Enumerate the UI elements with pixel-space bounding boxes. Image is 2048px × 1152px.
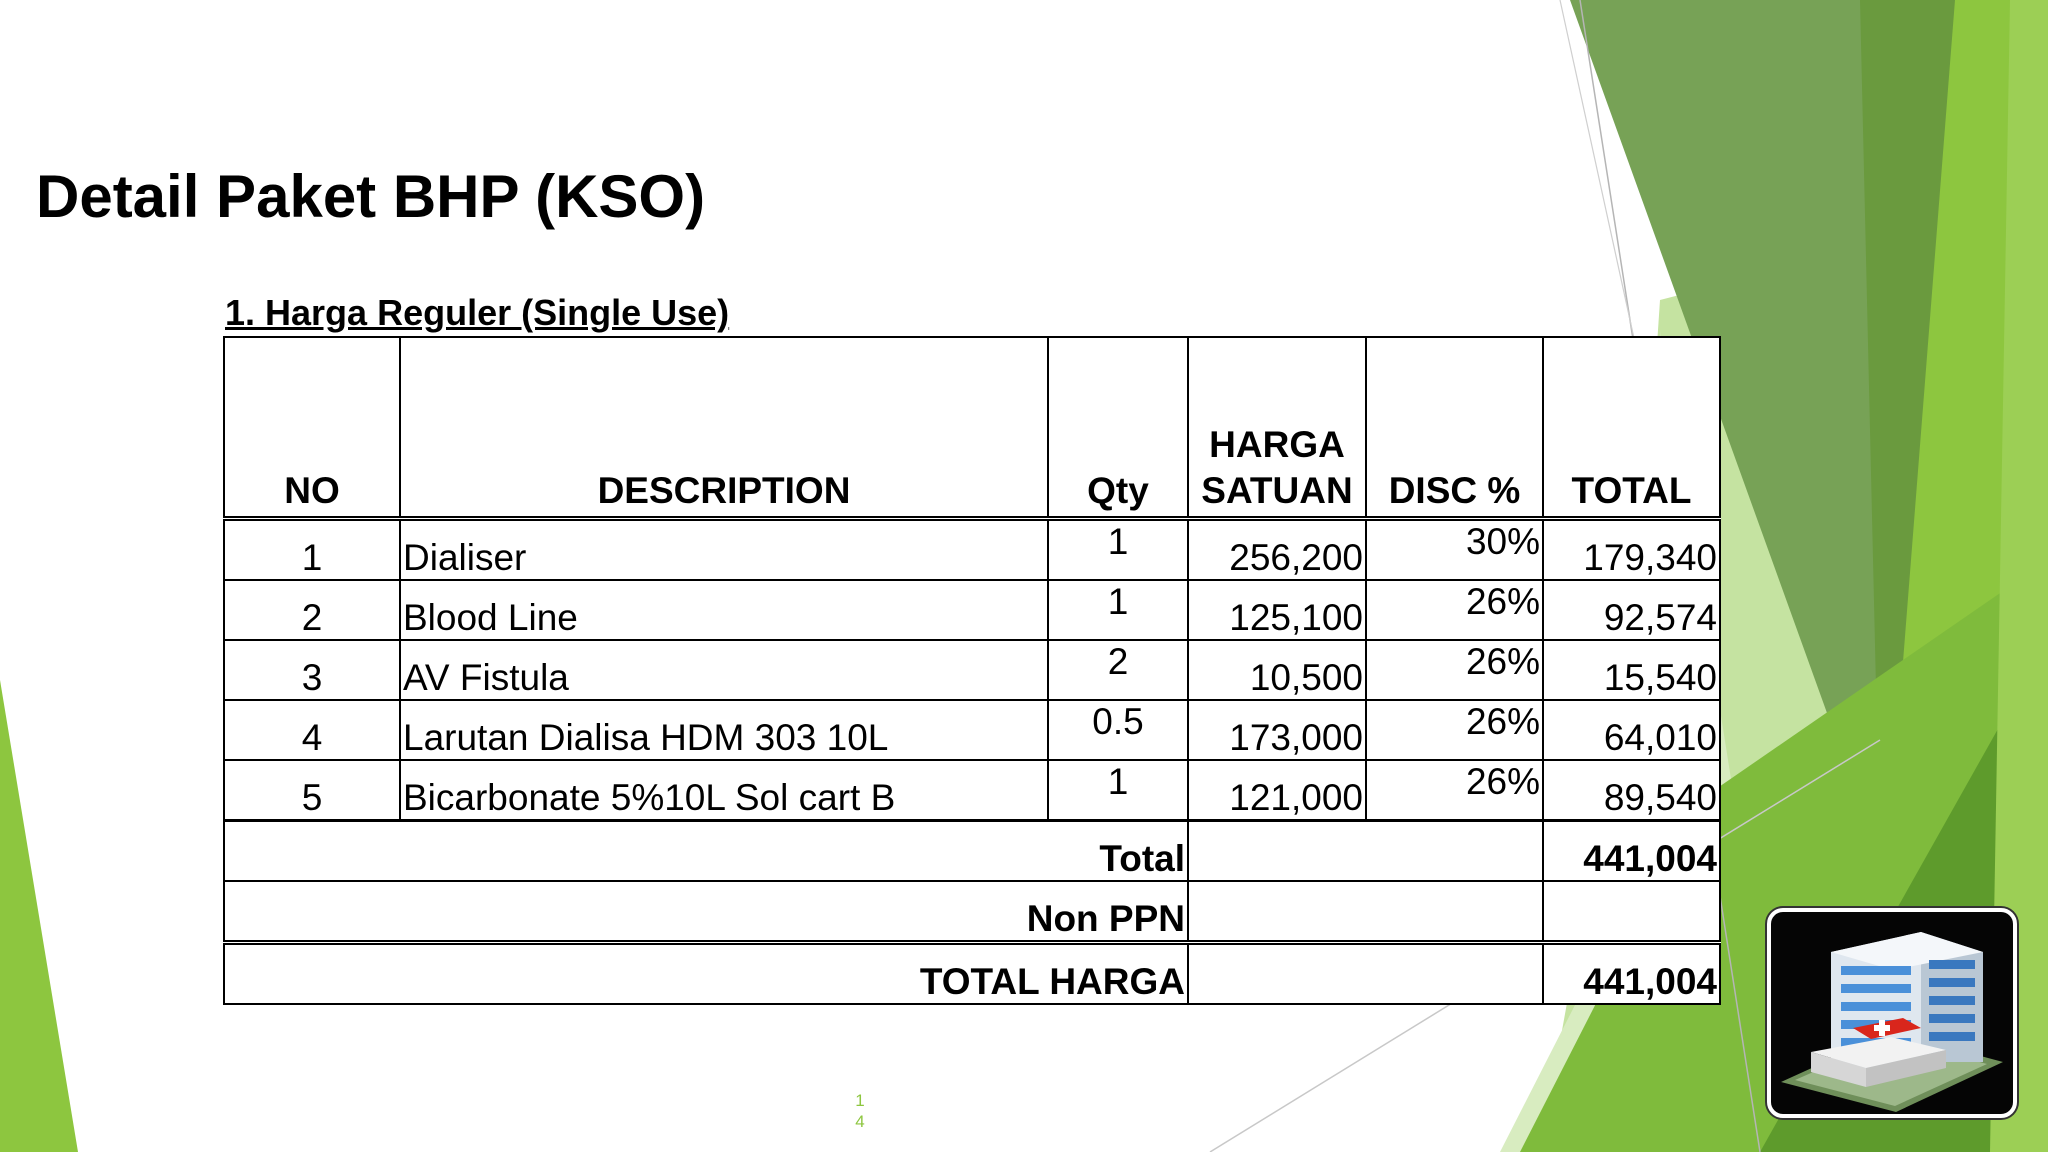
cell-total: 179,340 (1543, 519, 1720, 581)
left-green-sliver (0, 680, 78, 1152)
summary-row-total-harga (224, 943, 1720, 1005)
cell-total: 92,574 (1543, 580, 1720, 640)
summary-spacer (1188, 821, 1543, 882)
cell-total: 15,540 (1543, 640, 1720, 700)
cell-price: 256,200 (1188, 519, 1366, 581)
cell-no: 1 (224, 519, 400, 581)
table-row (224, 519, 1720, 581)
cell-qty: 1 (1048, 519, 1188, 581)
header-qty: Qty (1048, 337, 1188, 519)
cell-qty: 2 (1048, 640, 1188, 700)
cell-disc: 26% (1366, 640, 1543, 700)
table-row (224, 760, 1720, 821)
summary-value (1543, 881, 1720, 943)
cell-qty: 0.5 (1048, 700, 1188, 760)
cell-disc: 26% (1366, 760, 1543, 821)
table-subtitle: 1. Harga Reguler (Single Use) (225, 292, 730, 333)
cell-disc: 26% (1366, 700, 1543, 760)
summary-label: Non PPN (224, 881, 1188, 943)
summary-spacer (1188, 943, 1543, 1005)
cell-no: 5 (224, 760, 400, 821)
summary-label: Total (224, 821, 1188, 882)
cell-total: 64,010 (1543, 700, 1720, 760)
cell-disc: 30% (1366, 519, 1543, 581)
summary-value: 441,004 (1543, 943, 1720, 1005)
cell-price: 10,500 (1188, 640, 1366, 700)
cell-no: 2 (224, 580, 400, 640)
summary-value: 441,004 (1543, 821, 1720, 882)
page-number-digit: 1 (855, 1091, 865, 1110)
cell-no: 3 (224, 640, 400, 700)
cell-description: AV Fistula (400, 640, 1048, 700)
table-row (224, 580, 1720, 640)
summary-row-non-ppn (224, 881, 1720, 943)
header-price-line1: HARGA (1209, 424, 1345, 465)
cell-description: Dialiser (400, 519, 1048, 581)
header-price-line2: SATUAN (1201, 470, 1353, 511)
header-total: TOTAL (1543, 337, 1720, 519)
cell-description: Blood Line (400, 580, 1048, 640)
hospital-building-icon (1767, 908, 2017, 1118)
cell-qty: 1 (1048, 760, 1188, 821)
cell-qty: 1 (1048, 580, 1188, 640)
table-row (224, 640, 1720, 700)
cell-price: 121,000 (1188, 760, 1366, 821)
header-description: DESCRIPTION (400, 337, 1048, 519)
cell-total: 89,540 (1543, 760, 1720, 821)
table-header-row (224, 337, 1720, 519)
page-number-digit: 4 (855, 1112, 865, 1131)
summary-label: TOTAL HARGA (224, 943, 1188, 1005)
cell-price: 125,100 (1188, 580, 1366, 640)
header-disc: DISC % (1366, 337, 1543, 519)
cell-disc: 26% (1366, 580, 1543, 640)
table-row (224, 700, 1720, 760)
cell-no: 4 (224, 700, 400, 760)
page-number (852, 1090, 868, 1132)
summary-spacer (1188, 881, 1543, 943)
price-table (223, 336, 1721, 1005)
cell-price: 173,000 (1188, 700, 1366, 760)
slide-title: Detail Paket BHP (KSO) (36, 163, 706, 230)
cell-description: Bicarbonate 5%10L Sol cart B (400, 760, 1048, 821)
cell-description: Larutan Dialisa HDM 303 10L (400, 700, 1048, 760)
header-no: NO (224, 337, 400, 519)
summary-row-total (224, 821, 1720, 882)
header-price (1188, 337, 1366, 519)
